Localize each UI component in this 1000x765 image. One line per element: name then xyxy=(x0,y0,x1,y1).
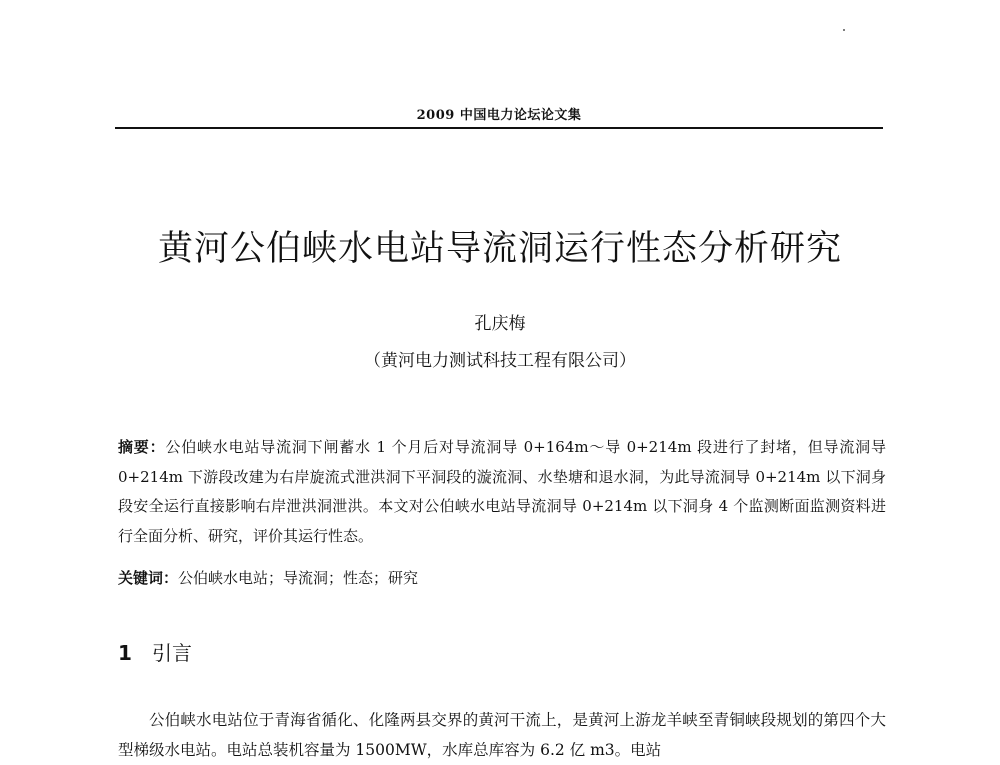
section-heading xyxy=(118,637,192,666)
header-rule xyxy=(115,127,883,129)
paper-title: 黄河公伯峡水电站导流洞运行性态分析研究 xyxy=(157,229,842,269)
abstract-label: 摘要： xyxy=(118,438,166,456)
keywords-text: 公伯峡水电站；导流洞；性态；研究 xyxy=(178,569,419,587)
section-number: 1 xyxy=(118,641,132,665)
scan-speck xyxy=(843,29,845,31)
keywords xyxy=(118,564,886,594)
abstract xyxy=(118,433,886,551)
author-name: 孔庆梅 xyxy=(474,314,526,334)
section-title: 引言 xyxy=(152,641,192,665)
running-head: 2009 中国电力论坛论文集 xyxy=(416,108,582,123)
keywords-label: 关键词： xyxy=(118,569,179,587)
author-affiliation: （黄河电力测试科技工程有限公司） xyxy=(364,351,636,371)
abstract-text: 公伯峡水电站导流洞下闸蓄水 1 个月后对导流洞导 0+164m～导 0+214m 段进行了封堵，但导流洞导 0+214m 下游段改建为右岸旋流式泄洪洞下平洞段的漩流洞、水垫塘和退水洞，为此导流洞导 0+214m 以下洞身段安全运行直接影响右岸泄洪洞泄洪。本文对公伯峡水电站导流洞导 0+214m 以下洞身 4 个监测断面监测资料进行全面分析、研究，评价其运行性态。 xyxy=(118,438,886,545)
body-paragraph: 公伯峡水电站位于青海省循化、化隆两县交界的黄河干流上，是黄河上游龙羊峡至青铜峡段规划的第四个大型梯级水电站。电站总装机容量为 1500MW，水库总库容为 6.2 亿 m3。电站 xyxy=(118,711,886,759)
